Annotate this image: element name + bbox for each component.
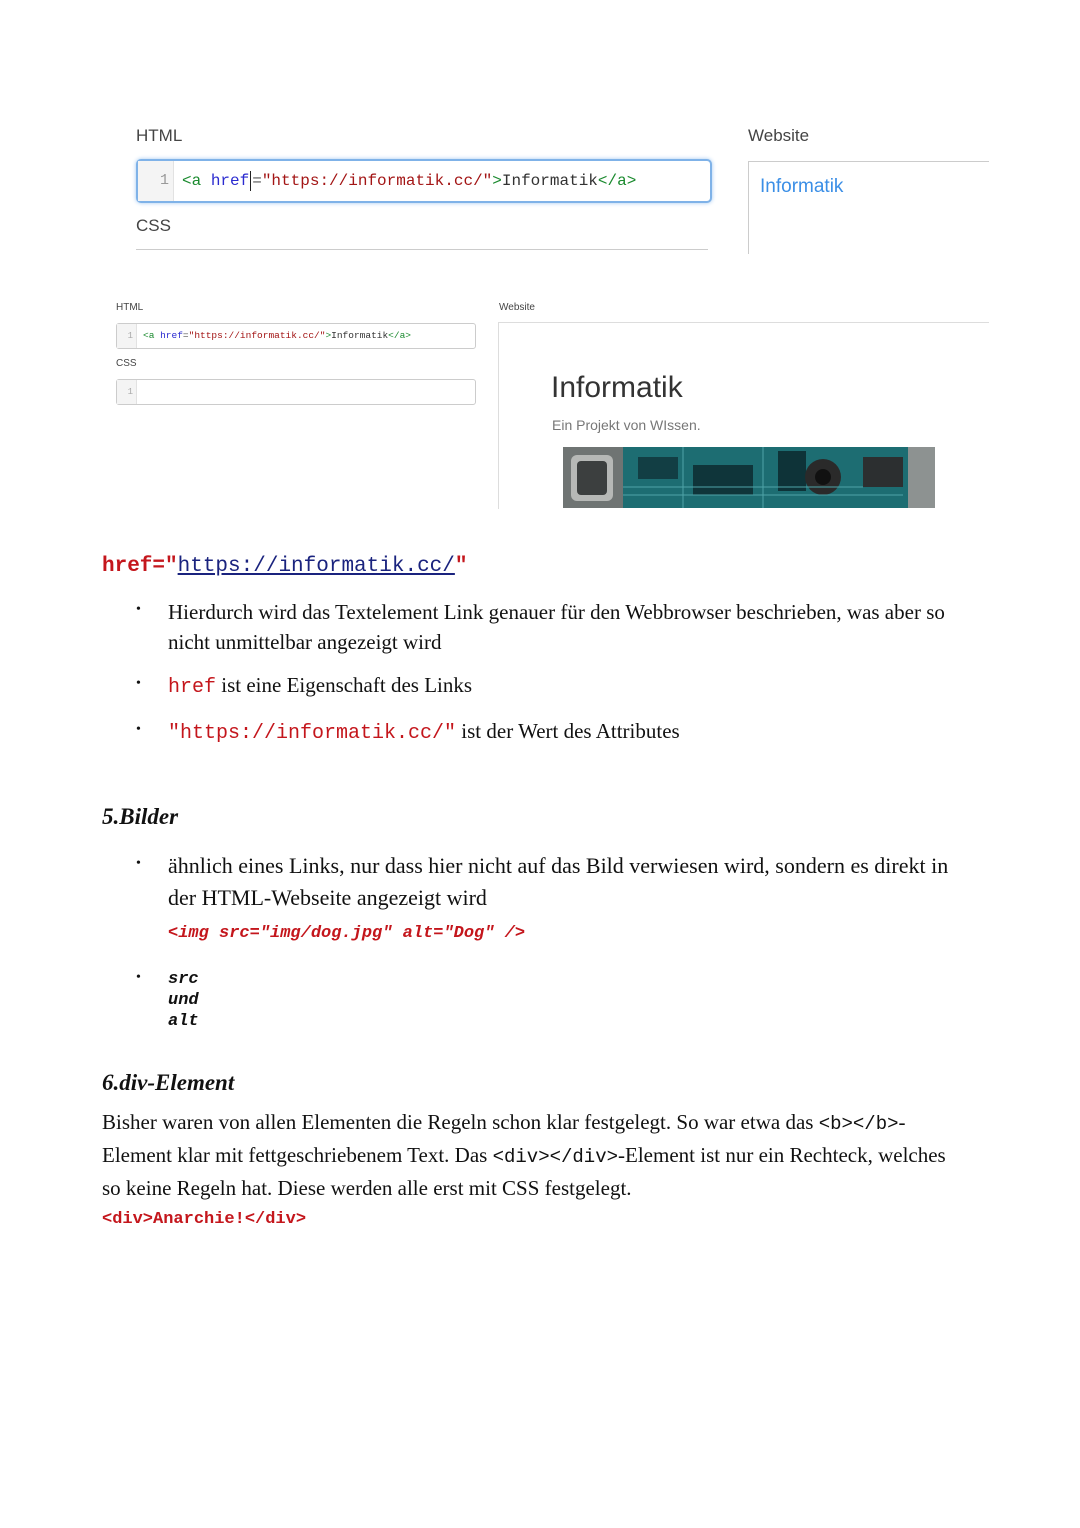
inline-code: href [168,676,217,699]
line-number: 1 [117,324,137,348]
bullet-text-rest: ist der Wert des Attributes [456,719,680,743]
code-gt: > [325,330,332,341]
href-url-link[interactable]: https://informatik.cc/ [177,555,455,578]
code-eq: = [182,330,189,341]
bullet-text-rest: ist eine Eigenschaft des Links [216,673,473,697]
circuit-board-image [563,447,935,508]
href-suffix: " [454,555,468,578]
bullet-text: ähnlich eines Links, nur dass hier nicht auf das Bild verwiesen wird, sondern es direkt in der HTML-Webseite angezeigt wird [168,853,949,910]
attribute-alt: alt [168,1012,199,1031]
code-value: "https://informatik.cc/" [261,172,493,190]
html-editor[interactable] [136,159,712,203]
html-label-small: HTML [116,302,144,313]
html-label: HTML [136,126,183,145]
website-preview [748,161,989,254]
div-paragraph [102,1107,962,1204]
css-label: CSS [136,216,171,235]
inline-code-div: <div></div> [492,1146,619,1168]
code-gt: > [492,172,502,190]
bullet-icon: • [136,856,141,871]
code-attr: href [160,330,183,341]
website-link[interactable]: Informatik [760,176,844,197]
code-line [143,324,411,348]
website-label-small: Website [499,302,535,313]
href-heading [102,555,467,578]
paragraph-text: -Element ist nur ein Rechteck, welches so keine Regeln hat. Diese werden alle erst mit CSS festgelegt. [102,1143,946,1200]
website-subtitle: Ein Projekt von WIssen. [552,417,701,433]
code-eq: = [252,172,262,190]
section-heading-bilder: 5.Bilder [102,804,179,829]
code-tag-open: <a [182,172,202,190]
website-label: Website [748,126,810,145]
attribute-und: und [168,991,199,1010]
css-editor[interactable] [136,249,708,254]
bullet-icon: • [136,970,141,985]
attribute-list [168,969,199,1032]
div-code-example: <div>Anarchie!</div> [102,1210,307,1229]
bullet-icon: • [136,722,141,737]
section-heading-div: 6.div-Element [102,1070,235,1095]
code-tag-close: </a> [597,172,637,190]
attribute-src: src [168,970,199,989]
bullet-icon: • [136,676,141,691]
bullet-text: Hierdurch wird das Textelement Link genauer für den Webbrowser beschrieben, was aber so nicht unmittelbar angezeigt wird [168,600,945,654]
code-tag-close: </a> [388,330,411,341]
line-number: 1 [117,380,137,404]
code-tag-open: <a [143,330,155,341]
code-text: Informatik [501,172,598,190]
code-attr: href [210,172,250,190]
bullet-text [168,670,988,703]
code-line[interactable] [182,161,636,201]
code-value: "https://informatik.cc/" [188,330,326,341]
img-code-example: <img src="img/dog.jpg" alt="Dog" /> [168,924,526,943]
website-title: Informatik [551,371,683,404]
inline-code-b: <b></b> [818,1113,899,1135]
css-editor-small[interactable] [116,379,476,405]
bullet-icon: • [136,602,141,617]
inline-code: "https://informatik.cc/" [168,722,457,745]
css-label-small: CSS [116,358,137,369]
paragraph-text: Bisher waren von allen Elementen die Regeln schon klar festgelegt. So war etwa das [102,1110,819,1134]
bullet-text [168,716,988,749]
code-text: Informatik [331,330,389,341]
line-number: 1 [138,161,174,201]
paragraph-text: -Element klar mit fettgeschriebenem Text. Das [102,1110,906,1167]
href-prefix: href=" [102,555,178,578]
html-editor-small[interactable] [116,323,476,349]
